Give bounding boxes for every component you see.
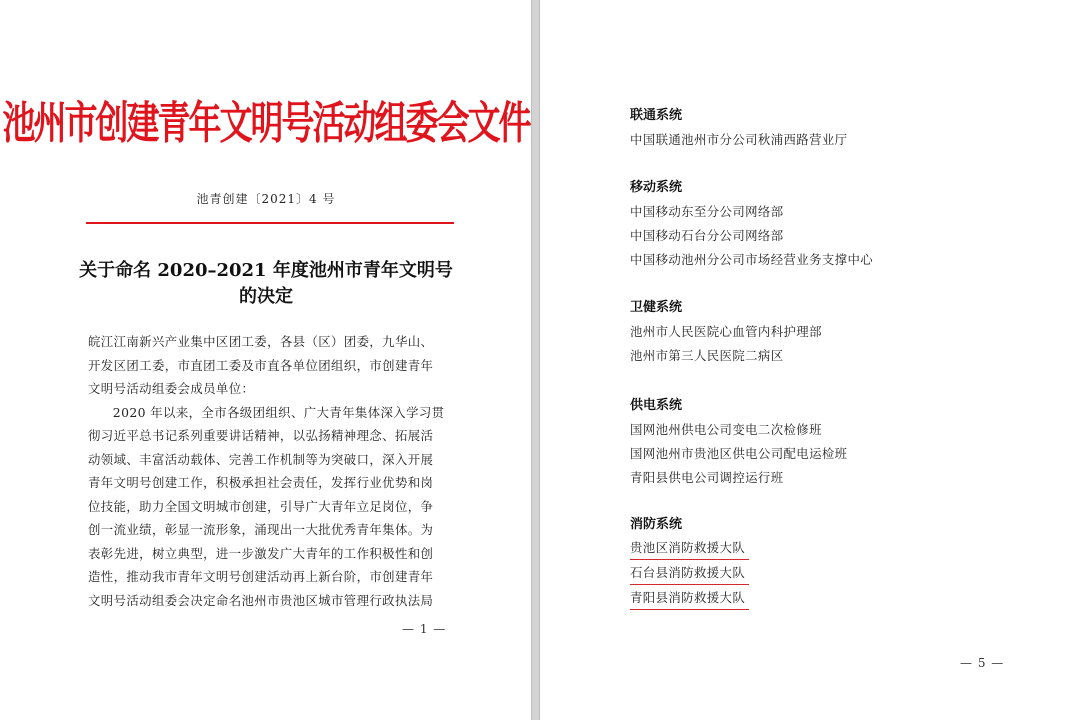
document-body xyxy=(88,330,452,612)
list-item: 池州市第三人民医院二病区 xyxy=(630,348,784,363)
document-title xyxy=(0,258,532,310)
body-line: 造性，推动我市青年文明号创建活动再上新台阶，市创建青年 xyxy=(88,569,434,584)
list-item: 中国移动池州分公司市场经营业务支撑中心 xyxy=(630,252,874,267)
body-line: 青年文明号创建工作，积极承担社会责任，发挥行业优势和岗 xyxy=(88,475,434,490)
list-item: 中国移动东至分公司网络部 xyxy=(630,204,784,219)
body-line: 文明号活动组委会成员单位： xyxy=(88,381,255,396)
section-health xyxy=(630,296,990,368)
section-heading: 消防系统 xyxy=(630,517,683,532)
section-power xyxy=(630,394,990,490)
highlighted-list-item: 青阳县消防救援大队 xyxy=(630,587,749,610)
section-mobile xyxy=(630,176,990,272)
document-title-line-1: 关于命名 2020–2021 年度池州市青年文明号 xyxy=(79,260,453,281)
section-heading: 供电系统 xyxy=(630,398,683,413)
list-item: 中国移动石台分公司网络部 xyxy=(630,228,784,243)
body-line: 文明号活动组委会决定命名池州市贵池区城市管理行政执法局 xyxy=(88,592,434,608)
document-number: 池青创建〔2021〕4 号 xyxy=(196,192,336,206)
body-line: 表彰先进，树立典型，进一步激发广大青年的工作积极性和创 xyxy=(88,545,434,561)
list-item: 青阳县供电公司调控运行班 xyxy=(630,470,784,485)
body-line: 动领域、丰富活动载体、完善工作机制等为突破口，深入开展 xyxy=(88,451,434,467)
body-line: 彻习近平总书记系列重要讲话精神，以弘扬精神理念、拓展活 xyxy=(88,428,434,443)
list-item: 中国联通池州市分公司秋浦西路营业厅 xyxy=(630,132,848,147)
highlighted-list-item: 石台县消防救援大队 xyxy=(630,562,749,585)
section-unicom xyxy=(630,104,990,152)
list-item: 池州市人民医院心血管内科护理部 xyxy=(630,324,822,339)
highlighted-list-item: 贵池区消防救援大队 xyxy=(630,537,749,560)
red-divider-line xyxy=(86,222,454,224)
section-heading: 卫健系统 xyxy=(630,300,683,315)
section-heading: 联通系统 xyxy=(630,108,683,123)
section-heading: 移动系统 xyxy=(630,180,683,195)
body-line: 创一流业绩，彰显一流形象，涌现出一大批优秀青年集体。为 xyxy=(88,522,434,537)
body-line: 开发区团工委，市直团工委及市直各单位团组织，市创建青年 xyxy=(88,357,434,373)
document-header-title: 池州市创建青年文明号活动组委会文件 xyxy=(2,96,530,149)
body-line: 位技能，助力全国文明城市创建，引导广大青年立足岗位，争 xyxy=(88,498,434,514)
page-1 xyxy=(0,0,532,720)
list-item: 国网池州市贵池区供电公司配电运检班 xyxy=(630,446,848,461)
list-item: 国网池州供电公司变电二次检修班 xyxy=(630,422,822,437)
page-number: — 1 — xyxy=(402,622,447,636)
document-title-line-2: 的决定 xyxy=(239,286,293,307)
body-line: 2020 年以来，全市各级团组织、广大青年集体深入学习贯 xyxy=(112,404,445,420)
section-fire xyxy=(630,513,990,612)
body-line: 皖江江南新兴产业集中区团工委，各县（区）团委，九华山、 xyxy=(88,334,434,349)
page-number: — 5 — xyxy=(960,656,1005,670)
